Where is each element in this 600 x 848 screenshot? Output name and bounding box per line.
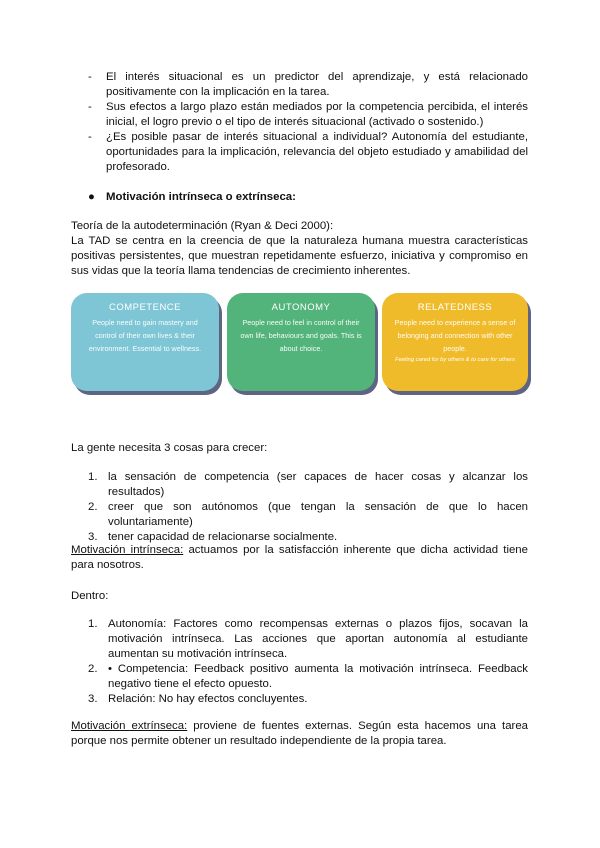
bullet-icon: ●: [88, 191, 95, 203]
card-subtext: Feeling cared for by others & to care for others: [395, 357, 515, 363]
sdt-needs-graphic: [71, 293, 528, 397]
dentro-list: [88, 617, 528, 707]
competence-card: [71, 293, 219, 391]
list-item: 2. creer que son autónomos (que tengan la sensación de que lo hacen voluntariamente): [88, 501, 528, 528]
list-item: 3. Relación: No hay efectos concluyentes.: [88, 693, 308, 705]
dash-marker: -: [88, 131, 92, 143]
list-item: 2. • Competencia: Feedback positivo aumenta la motivación intrínseca. Feedback negativo tiene el efecto opuesto.: [88, 663, 528, 690]
autonomy-card: [227, 293, 375, 391]
extrinsic-paragraph: Motivación extrínseca: proviene de fuentes externas. Según esta hacemos una tarea porque nos permite obtener un resultado independiente de la propia tarea.: [71, 720, 528, 747]
list-item: - ¿Es posible pasar de interés situacional a individual? Autonomía del estudiante, oportunidades para la implicación, relevancia del objeto estudiado y amabilidad del profesorado.: [88, 131, 528, 173]
list-item: 3. tener capacidad de relacionarse socialmente.: [88, 531, 338, 543]
theory-paragraph: La TAD se centra en la creencia de que la naturaleza humana muestra características positivas persistentes, que muestran repetidamente esfuerzo, iniciativa y compromiso en sus vidas que la teoría llama tendencias de crecimiento inherentes.: [71, 235, 528, 277]
intrinsic-label: Motivación intrínseca:: [71, 544, 184, 556]
card-text: People need to experience a sense of belonging and connection with other people.: [394, 318, 516, 353]
intro-dash-list: [88, 70, 528, 175]
list-item: 1. Autonomía: Factores como recompensas externas o plazos fijos, socavan la motivación intrínseca. Las acciones que aportan autonomía al estudiante aumentan su motivación intrínseca.: [88, 618, 528, 660]
relatedness-card: [382, 293, 528, 391]
card-title: COMPETENCE: [108, 302, 182, 313]
dash-marker: -: [88, 71, 92, 83]
section-heading: ● Motivación intrínseca o extrínseca:: [88, 191, 296, 203]
list-item: - Sus efectos a largo plazo están mediados por la competencia percibida, el interés inicial, el logro previo o el tipo de interés situacional (activado o sostenido.): [88, 101, 528, 128]
card-title: RELATEDNESS: [417, 302, 493, 313]
card-text: People need to feel in control of their own life, behaviours and goals. This is about choice.: [240, 318, 362, 353]
list-item: 1. la sensación de competencia (ser capaces de hacer cosas y alcanzar los resultados): [88, 471, 528, 498]
dash-marker: -: [88, 101, 92, 113]
card-title: AUTONOMY: [271, 302, 331, 313]
card-text: People need to gain mastery and control of their own lives & their environment. Essential to wellness.: [88, 318, 202, 353]
needs-list: [88, 470, 528, 545]
theory-title: Teoría de la autodeterminación (Ryan & Deci 2000):: [71, 220, 334, 232]
intrinsic-paragraph: Motivación intrínseca: actuamos por la satisfacción inherente que dicha actividad tiene para nosotros.: [71, 544, 528, 571]
needs-intro: La gente necesita 3 cosas para crecer:: [71, 442, 268, 454]
extrinsic-label: Motivación extrínseca:: [71, 720, 188, 732]
dentro-label: Dentro:: [71, 590, 109, 602]
list-item: - El interés situacional es un predictor del aprendizaje, y está relacionado positivamente con la implicación en la tarea.: [88, 71, 528, 98]
